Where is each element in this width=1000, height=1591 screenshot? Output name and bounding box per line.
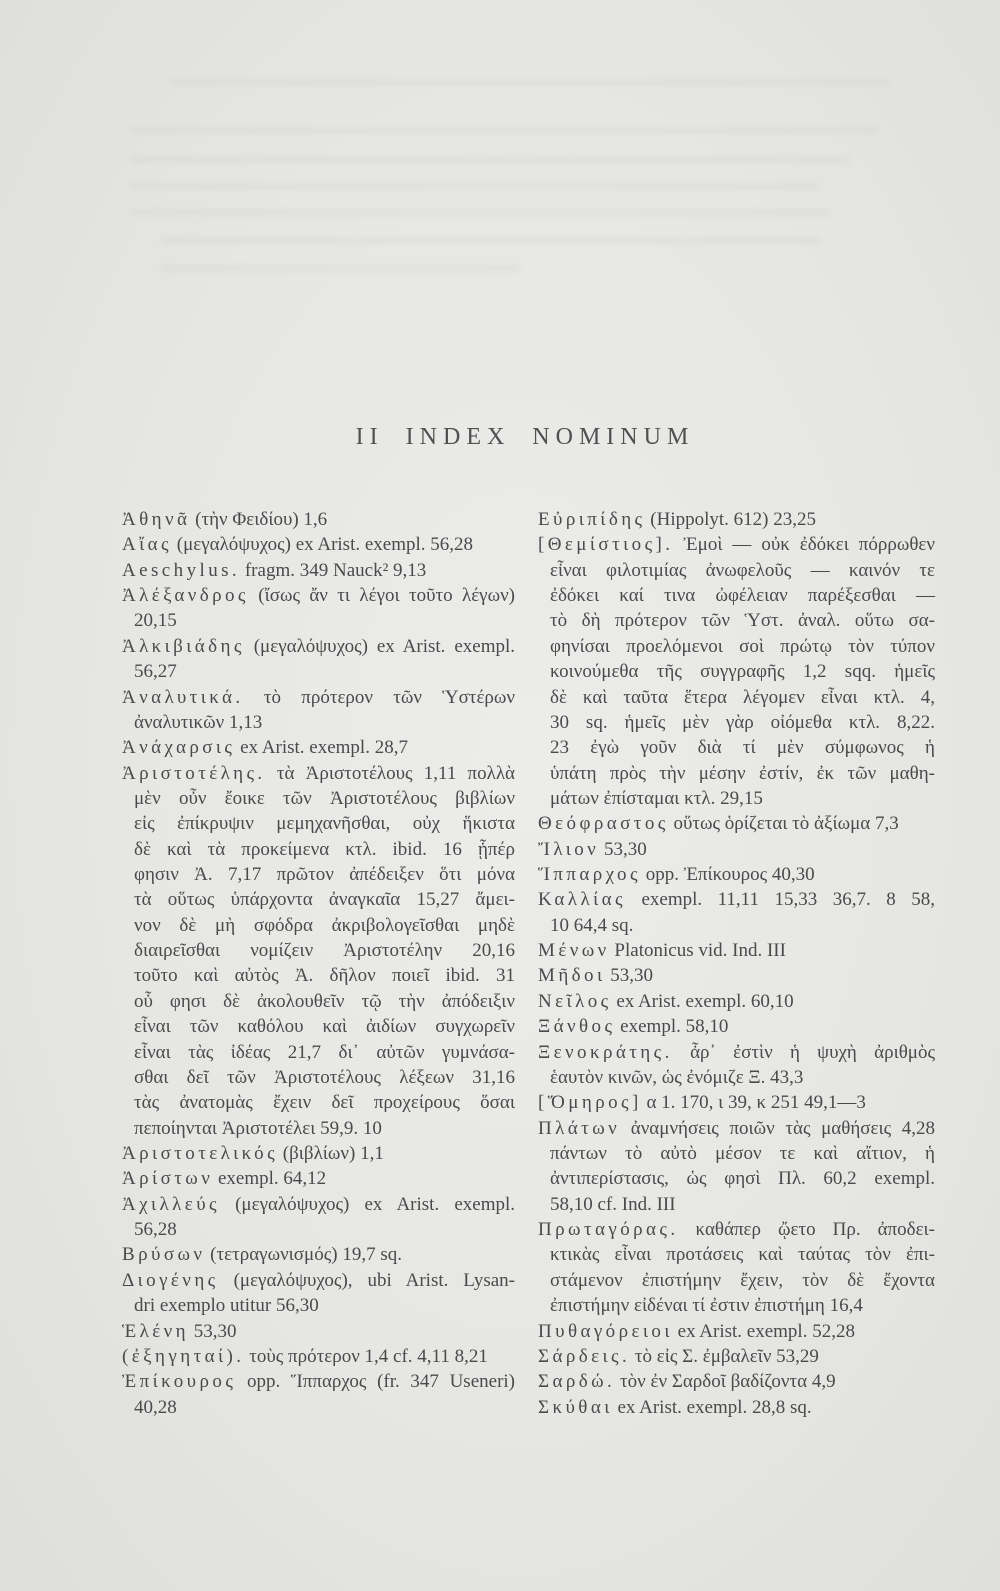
index-reference-text: 40,28 <box>134 1396 177 1418</box>
index-headword: Νεῖλος <box>538 990 612 1012</box>
index-continuation-line <box>538 735 936 760</box>
index-line-text <box>122 1268 515 1293</box>
index-line-text <box>538 1217 935 1242</box>
index-entry-line <box>122 634 516 659</box>
index-line-text <box>550 1268 935 1293</box>
index-reference-text: πάντων τὸ αὐτὸ μέσον τε καὶ αἴτιον, ἡ <box>550 1142 935 1164</box>
index-reference-text: δὲ καὶ τὰ προκείμενα κτλ. ibid. 16 ᾗπέρ <box>134 838 515 860</box>
index-entry-line <box>538 862 936 887</box>
index-entry-line <box>538 938 936 963</box>
index-reference-text: τὰς ἀνατομὰς ἔχειν δεῖ προχείρους ὅσαι <box>134 1092 515 1114</box>
index-line-text <box>134 1116 382 1141</box>
index-line-text <box>134 887 515 912</box>
index-headword: Θεόφραστος <box>538 813 669 835</box>
index-entry-line <box>122 507 516 532</box>
index-reference-text: τὰ οὕτως ὑπάρχοντα ἀναγκαῖα 15,27 ἄμει- <box>134 889 515 911</box>
index-continuation-line <box>122 786 516 811</box>
index-headword: Aeschylus. <box>122 559 241 581</box>
index-continuation-line <box>122 1065 516 1090</box>
index-line-text <box>550 1192 676 1217</box>
index-reference-text: opp. Ἵππαρχος (fr. 347 Useneri) <box>246 1371 516 1393</box>
index-headword: Σάρδεις. <box>538 1345 631 1367</box>
index-continuation-line <box>122 963 516 988</box>
section-title: II INDEX NOMINUM <box>355 424 695 450</box>
index-entry-line <box>538 811 936 836</box>
index-line-text <box>122 1319 237 1344</box>
index-continuation-line <box>538 608 936 633</box>
index-continuation-line <box>122 1040 516 1065</box>
index-reference-text: τὸ πρότερον τῶν Ὑστέρων <box>263 686 515 708</box>
index-line-text <box>538 1040 935 1065</box>
index-line-text <box>538 1395 812 1420</box>
index-reference-text: 20,15 <box>134 610 177 632</box>
index-entry-line <box>538 1040 936 1065</box>
index-entry-line <box>122 1268 516 1293</box>
index-reference-text: (μεγαλόψυχος) ex Arist. exempl. <box>253 635 516 657</box>
index-reference-text: τοὺς πρότερον 1,4 cf. 4,11 8,21 <box>249 1345 488 1367</box>
index-line-text <box>134 1065 515 1090</box>
index-reference-text: 23 ἐγὼ γοῦν διὰ τί μὲν σύμφωνος ἡ <box>550 737 935 759</box>
index-line-text <box>550 634 935 659</box>
index-line-text <box>550 710 935 735</box>
index-line-text <box>134 1040 515 1065</box>
index-line-text <box>550 1166 935 1191</box>
index-continuation-line <box>538 1268 936 1293</box>
index-line-text <box>134 837 515 862</box>
index-reference-text: ex Arist. exempl. 28,7 <box>240 737 408 759</box>
index-reference-text: ἀναλυτικῶν 1,13 <box>134 711 263 733</box>
index-headword: Ἐπίκουρος <box>122 1371 237 1393</box>
index-headword: Αἴας <box>122 534 172 556</box>
index-headword: Ἀλέξανδρος <box>122 585 249 607</box>
index-entry-line <box>538 1344 936 1369</box>
index-continuation-line <box>122 1217 516 1242</box>
index-line-text <box>538 1319 855 1344</box>
index-line-text <box>122 1242 402 1267</box>
index-line-text <box>550 558 935 583</box>
index-headword: Διογένης <box>122 1269 219 1291</box>
index-reference-text: τὸν ἐν Σαρδοῖ βαδίζοντα 4,9 <box>619 1371 836 1393</box>
index-headword: [Ὅμηρος] <box>538 1092 642 1114</box>
index-reference-text: μὲν οὖν ἔοικε τῶν Ἀριστοτέλους βιβλίων <box>134 787 515 809</box>
index-reference-text: (μεγαλόψυχος) ex Arist. exempl. 56,28 <box>176 534 474 556</box>
index-line-text <box>134 786 515 811</box>
index-line-text <box>122 634 515 659</box>
index-headword: Ξενοκράτης. <box>538 1041 673 1063</box>
index-line-text <box>538 938 786 963</box>
index-entry-line <box>538 1395 936 1420</box>
index-line-text <box>550 685 935 710</box>
index-continuation-line <box>538 786 936 811</box>
index-reference-text: διαιρεῖσθαι νομίζειν Ἀριστοτέλην 20,16 <box>134 940 515 962</box>
index-reference-text: ex Arist. exempl. 28,8 sq. <box>617 1396 812 1418</box>
index-continuation-line <box>122 837 516 862</box>
index-headword: Ἀρίστων <box>122 1168 214 1190</box>
index-reference-text: 56,27 <box>134 661 177 683</box>
index-continuation-line <box>122 862 516 887</box>
index-entry-line <box>538 963 936 988</box>
index-continuation-line <box>122 887 516 912</box>
index-headword: Ἀριστοτελικός <box>122 1142 279 1164</box>
index-headword: Μῆδοι <box>538 965 606 987</box>
index-continuation-line <box>538 1141 936 1166</box>
index-line-text <box>550 583 935 608</box>
index-entry-line <box>538 1369 936 1394</box>
index-line-text <box>550 1065 803 1090</box>
index-reference-text: 53,30 <box>193 1320 237 1342</box>
index-line-text <box>134 1014 515 1039</box>
index-entry-line <box>122 532 516 557</box>
index-reference-text: fragm. 349 Nauck² 9,13 <box>244 559 427 581</box>
index-continuation-line <box>538 659 936 684</box>
index-headword: Ἀχιλλεύς <box>122 1193 220 1215</box>
index-entry-line <box>122 735 516 760</box>
index-entry-line <box>538 989 936 1014</box>
index-entry-line <box>538 507 936 532</box>
index-reference-text: (βιβλίων) 1,1 <box>282 1142 384 1164</box>
index-reference-text: σθαι δεῖ τῶν Ἀριστοτέλους λέξεων 31,16 <box>134 1066 515 1088</box>
index-line-text <box>538 507 816 532</box>
index-reference-text: opp. Ἐπίκουρος 40,30 <box>645 864 815 886</box>
index-line-text <box>538 1344 819 1369</box>
index-headword: Ἀριστοτέλης. <box>122 762 266 784</box>
index-continuation-line <box>538 583 936 608</box>
index-reference-text: exempl. 11,11 15,33 36,7. 8 58, <box>641 889 936 911</box>
index-continuation-line <box>538 558 936 583</box>
index-headword: Μένων <box>538 940 610 962</box>
index-reference-text: exempl. 58,10 <box>620 1016 729 1038</box>
index-headword: Βρύσων <box>122 1244 206 1266</box>
index-line-text <box>134 1217 177 1242</box>
index-reference-text: 53,30 <box>610 965 653 987</box>
index-line-text <box>550 913 633 938</box>
index-line-text <box>134 913 515 938</box>
index-reference-text: φηνίσαι προελόμενοι σοὶ πρώτῳ τὸν τύπον <box>550 635 935 657</box>
index-reference-text: εἶναι τῶν καθόλου καὶ ἀιδίων συγχωρεῖν <box>134 1016 515 1038</box>
index-reference-text: (Hippolyt. 612) 23,25 <box>650 509 816 530</box>
index-headword: Σκύθαι <box>538 1396 613 1418</box>
index-line-text <box>122 1141 384 1166</box>
index-line-text <box>550 659 935 684</box>
index-line-text <box>134 710 262 735</box>
index-headword: Ἵππαρχος <box>538 864 641 886</box>
index-reference-text: dri exemplo utitur 56,30 <box>134 1295 319 1317</box>
index-line-text <box>134 608 177 633</box>
index-headword: Ἀλκιβιάδης <box>122 635 245 657</box>
index-reference-text: δὲ καὶ ταῦτα ἕτερα λέγομεν εἶναι κτλ. 4, <box>550 686 935 708</box>
index-entry-line <box>122 583 516 608</box>
index-line-text <box>122 558 426 583</box>
index-entry-line <box>538 1217 936 1242</box>
index-reference-text: πεποίηνται Ἀριστοτέλει 59,9. 10 <box>134 1117 382 1139</box>
index-headword: Πυθαγόρειοι <box>538 1320 673 1342</box>
index-reference-text: ex Arist. exempl. 52,28 <box>677 1320 855 1342</box>
index-entry-line <box>122 761 516 786</box>
index-entry-line <box>122 1319 516 1344</box>
index-continuation-line <box>538 1166 936 1191</box>
index-continuation-line <box>538 710 936 735</box>
index-headword: Πλάτων <box>538 1117 621 1139</box>
index-column-right <box>538 507 936 1420</box>
index-continuation-line <box>122 1116 516 1141</box>
index-line-text <box>550 761 935 786</box>
index-entry-line <box>538 1319 936 1344</box>
index-entry-line <box>122 1192 516 1217</box>
index-reference-text: νον δὲ μὴ σφόδρα ἀκριβολογεῖσθαι μηδὲ <box>134 914 515 936</box>
index-continuation-line <box>538 1242 936 1267</box>
index-continuation-line <box>122 1395 516 1420</box>
index-line-text <box>550 1141 935 1166</box>
index-reference-text: (μεγαλόψυχος) ex Arist. exempl. <box>235 1193 515 1215</box>
index-reference-text: οὗ φησι δὲ ἀκολουθεῖν τῷ τὴν ἀπόδειξιν <box>134 990 515 1012</box>
index-reference-text: τοῦτο καὶ αὐτὸς Ἀ. δῆλον ποιεῖ ibid. 31 <box>134 965 515 987</box>
index-entry-line <box>538 887 936 912</box>
index-line-text <box>550 1293 863 1318</box>
index-headword: [Θεμίστιος]. <box>538 534 674 556</box>
index-continuation-line <box>122 710 516 735</box>
index-line-text <box>538 963 653 988</box>
index-line-text <box>538 1116 935 1141</box>
index-headword: Ἀναλυτικά. <box>122 686 244 708</box>
index-reference-text: 10 64,4 sq. <box>550 914 634 936</box>
index-line-text <box>134 862 515 887</box>
index-entry-line <box>122 685 516 710</box>
index-reference-text: (τετραγωνισμός) 19,7 sq. <box>210 1244 402 1266</box>
index-headword: Εὐριπίδης <box>538 509 646 530</box>
index-line-text <box>134 811 515 836</box>
index-headword: Ξάνθος <box>538 1016 616 1038</box>
index-line-text <box>122 735 408 760</box>
index-reference-text: ἑαυτὸν κινῶν, ὡς ἐνόμιζε Ξ. 43,3 <box>550 1066 804 1088</box>
index-entry-line <box>538 837 936 862</box>
index-continuation-line <box>538 1192 936 1217</box>
index-reference-text: exempl. 64,12 <box>217 1168 327 1190</box>
index-continuation-line <box>538 1293 936 1318</box>
index-line-text <box>134 1293 319 1318</box>
index-reference-text: εἶναι φιλοτιμίας ἀνωφελοῦς — καινόν τε <box>550 559 935 581</box>
index-line-text <box>538 837 647 862</box>
index-line-text <box>538 532 935 557</box>
index-continuation-line <box>122 811 516 836</box>
index-line-text <box>550 1242 935 1267</box>
index-reference-text: κοινούμεθα τῆς συγγραφῆς 1,2 sqq. ἡμεῖς <box>550 661 935 683</box>
index-entry-line <box>122 1344 516 1369</box>
index-reference-text: κτικὰς εἶναι προτάσεις καὶ ταύτας τὸν ἐπι- <box>550 1244 935 1266</box>
index-continuation-line <box>538 634 936 659</box>
index-reference-text: ἆρ᾽ ἐστὶν ἡ ψυχὴ ἀριθμὸς <box>690 1041 935 1063</box>
index-line-text <box>134 659 177 684</box>
index-reference-text: Platonicus vid. Ind. III <box>614 940 786 962</box>
index-reference-text: 30 sq. ἡμεῖς μὲν γὰρ οἰόμεθα κτλ. 8,22. <box>550 711 935 733</box>
index-line-text <box>122 583 515 608</box>
index-line-text <box>538 811 899 836</box>
index-continuation-line <box>122 1090 516 1115</box>
index-headword: Σαρδώ. <box>538 1371 616 1393</box>
index-entry-line <box>122 1369 516 1394</box>
index-headword: Πρωταγόρας. <box>538 1219 679 1241</box>
index-entry-line <box>122 558 516 583</box>
index-line-text <box>550 786 763 811</box>
index-reference-text: α 1. 170, ι 39, κ 251 49,1—3 <box>646 1092 866 1114</box>
index-entry-line <box>122 1141 516 1166</box>
index-reference-text: 53,30 <box>603 838 647 860</box>
index-line-text <box>122 507 327 532</box>
index-line-text <box>122 1344 488 1369</box>
index-line-text <box>122 1166 326 1191</box>
index-continuation-line <box>122 989 516 1014</box>
index-continuation-line <box>538 685 936 710</box>
index-reference-text: καθάπερ ᾤετο Πρ. ἀποδει- <box>695 1219 935 1241</box>
index-continuation-line <box>538 913 936 938</box>
index-line-text <box>550 608 935 633</box>
index-headword: (ἐξηγηταί). <box>122 1345 245 1367</box>
index-continuation-line <box>122 608 516 633</box>
index-reference-text: (μεγαλόψυχος), ubi Arist. Lysan- <box>233 1269 516 1291</box>
index-line-text <box>538 1014 728 1039</box>
index-continuation-line <box>122 1014 516 1039</box>
index-reference-text: ex Arist. exempl. 60,10 <box>616 990 794 1012</box>
index-reference-text: μάτων ἐπίσταμαι κτλ. 29,15 <box>550 787 763 809</box>
index-line-text <box>134 989 515 1014</box>
index-headword: Ἴλιον <box>538 838 600 860</box>
index-reference-text: Ἐμοὶ — οὐκ ἐδόκει πόρρωθεν <box>683 534 936 556</box>
index-column-left <box>122 507 516 1420</box>
index-line-text <box>122 761 515 786</box>
index-reference-text: οὕτως ὁρίζεται τὸ ἀξίωμα 7,3 <box>673 813 899 835</box>
index-reference-text: τὸ εἰς Σ. ἐμβαλεῖν 53,29 <box>634 1345 819 1367</box>
index-continuation-line <box>122 938 516 963</box>
index-entry-line <box>122 1242 516 1267</box>
index-continuation-line <box>122 659 516 684</box>
index-reference-text: ἀναμνήσεις ποιῶν τὰς μαθήσεις 4,28 <box>630 1117 935 1139</box>
index-line-text <box>122 1192 515 1217</box>
index-headword: Ἑλένη <box>122 1320 190 1342</box>
index-entry-line <box>538 532 936 557</box>
index-line-text <box>538 1090 866 1115</box>
index-reference-text: ὑπάτη πρὸς τὴν μέσην ἐστίν, ἐκ τῶν μαθη- <box>550 762 935 784</box>
index-reference-text: τὰ Ἀριστοτέλους 1,11 πολλὰ <box>276 762 516 784</box>
index-line-text <box>550 735 935 760</box>
index-continuation-line <box>538 1065 936 1090</box>
index-reference-text: (ἴσως ἄν τι λέγοι τοῦτο λέγων) <box>258 585 516 607</box>
index-continuation-line <box>538 761 936 786</box>
index-reference-text: εἰς ἐπίκρυψιν μεμηχανῆσθαι, οὐχ ἥκιστα <box>134 813 515 835</box>
index-reference-text: (τὴν Φειδίου) 1,6 <box>195 509 328 530</box>
index-headword: Ἀνάχαρσις <box>122 737 236 759</box>
index-reference-text: ἐδόκει καί τινα ὠφέλειαν παρέξεσθαι — <box>550 585 935 607</box>
index-continuation-line <box>122 913 516 938</box>
index-headword: Καλλίας <box>538 889 626 911</box>
index-headword: Ἀθηνᾶ <box>122 509 191 530</box>
index-reference-text: εἶναι τὰς ἰδέας 21,7 δι᾽ αὐτῶν γυμνάσα- <box>134 1041 515 1063</box>
index-reference-text: τὸ δὴ πρότερον τῶν Ὑστ. ἀναλ. οὕτω σα- <box>550 610 935 632</box>
index-line-text <box>122 685 515 710</box>
index-reference-text: στάμενον ἐπιστήμην ἔχειν, τὸν δὲ ἔχοντα <box>550 1269 935 1291</box>
index-line-text <box>538 1369 836 1394</box>
index-line-text <box>538 887 935 912</box>
index-reference-text: ἀντιπερίστασις, ὡς φησὶ Πλ. 60,2 exempl. <box>550 1168 935 1190</box>
index-reference-text: ἐπιστήμην εἰδέναι τί ἐστιν ἐπιστήμη 16,4 <box>550 1295 863 1317</box>
index-line-text <box>134 1090 515 1115</box>
index-entry-line <box>538 1090 936 1115</box>
index-entry-line <box>538 1014 936 1039</box>
index-line-text <box>134 963 515 988</box>
index-reference-text: 58,10 cf. Ind. III <box>550 1193 676 1215</box>
index-line-text <box>134 1395 177 1420</box>
index-entry-line <box>122 1166 516 1191</box>
index-line-text <box>122 532 473 557</box>
index-line-text <box>122 1369 515 1394</box>
index-line-text <box>134 938 515 963</box>
index-line-text <box>538 989 794 1014</box>
index-reference-text: φησιν Ἀ. 7,17 πρῶτον ἀπέδειξεν ὅτι μόνα <box>134 864 515 886</box>
index-line-text <box>538 862 815 887</box>
index-continuation-line <box>122 1293 516 1318</box>
index-reference-text: 56,28 <box>134 1219 177 1241</box>
index-entry-line <box>538 1116 936 1141</box>
